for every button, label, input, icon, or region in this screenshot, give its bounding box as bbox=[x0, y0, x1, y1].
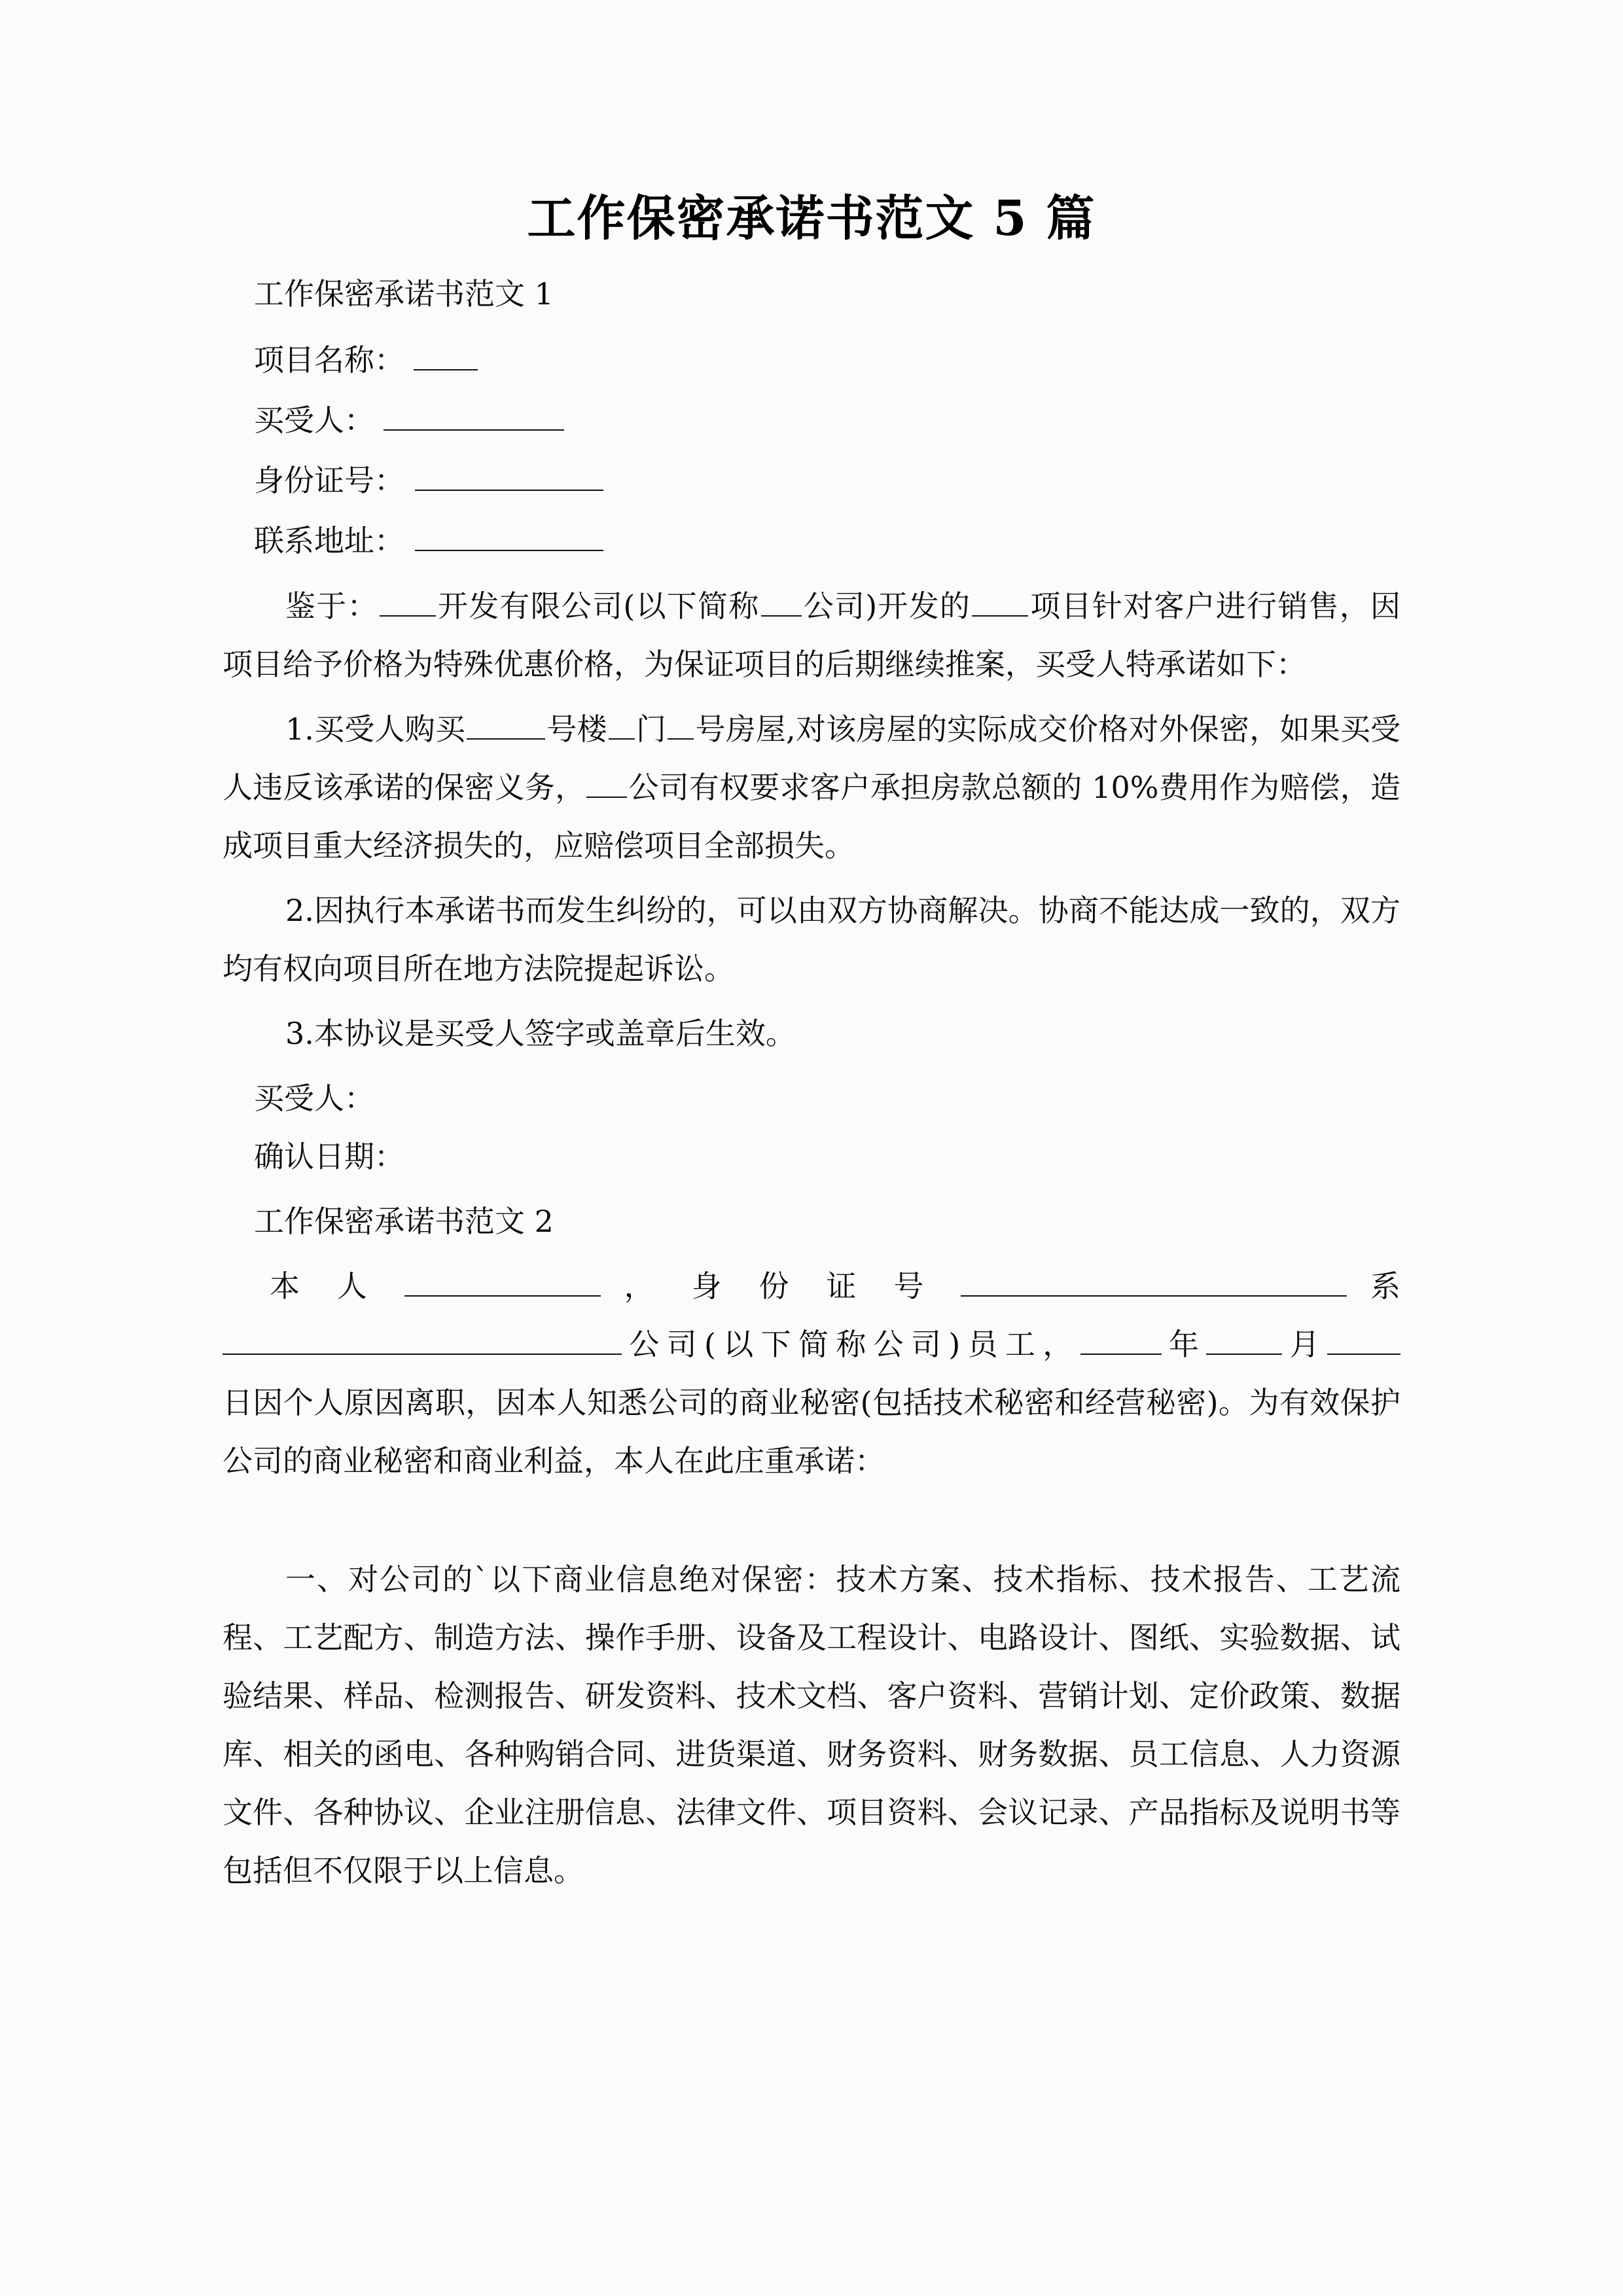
form-label-buyer: 买受人： bbox=[254, 402, 374, 438]
section-heading-2: 工作保密承诺书范文 2 bbox=[254, 1203, 554, 1239]
preamble-blank-company[interactable] bbox=[380, 586, 436, 617]
form-blank-id-number[interactable] bbox=[415, 461, 603, 491]
section-heading-1: 工作保密承诺书范文 1 bbox=[254, 276, 554, 312]
clause-1-text-3: 门 bbox=[635, 711, 667, 747]
preamble-blank-project[interactable] bbox=[972, 586, 1028, 617]
intro-label-month: 月 bbox=[1282, 1326, 1328, 1362]
form-blank-buyer[interactable] bbox=[383, 401, 564, 431]
form-blank-address[interactable] bbox=[415, 521, 603, 551]
preamble-lead: 鉴于： bbox=[285, 588, 378, 624]
clause-1-blank-company[interactable] bbox=[586, 768, 627, 798]
intro-blank-year[interactable] bbox=[1080, 1325, 1162, 1355]
preamble-text-2: 开发有限公司(以下简称 bbox=[437, 588, 760, 624]
intro-text-xi: 系 bbox=[1370, 1268, 1401, 1304]
clause-3-number: 3. bbox=[285, 1015, 314, 1051]
clause-1-text-1: 买受人购买 bbox=[313, 711, 466, 747]
clause-1-number: 1. bbox=[285, 711, 314, 747]
form-label-id-number: 身份证号： bbox=[254, 462, 404, 498]
intro-line-2 bbox=[223, 1316, 1400, 1374]
page-title: 工作保密承诺书范文 5 篇 bbox=[527, 190, 1096, 247]
clause-1-text-2: 号楼 bbox=[546, 711, 607, 747]
clause-1 bbox=[223, 700, 1400, 875]
clause-1-blank-building[interactable] bbox=[467, 709, 545, 740]
clause-2 bbox=[223, 882, 1400, 998]
clause-2-text: 因执行本承诺书而发生纠纷的，可以由双方协商解决。协商不能达成一致的，双方均有权向项目所在地方法院提起诉讼。 bbox=[223, 892, 1400, 986]
intro-blank-id[interactable] bbox=[961, 1266, 1347, 1297]
preamble-blank-abbrev[interactable] bbox=[761, 586, 802, 617]
preamble-text-4: 项目针对客户进行销售，因项目给予价格为特殊优惠价格，为保证项目的后期继续推案，买受人特承诺如下： bbox=[223, 588, 1401, 682]
form-row-address bbox=[223, 511, 1400, 571]
preamble-text-3: 公司)开发的 bbox=[802, 588, 971, 624]
intro-label-self: 本 人 bbox=[270, 1268, 382, 1304]
clause-1-blank-room[interactable] bbox=[668, 709, 694, 740]
clause-2-number: 2. bbox=[285, 892, 314, 928]
intro-blank-month[interactable] bbox=[1206, 1325, 1282, 1355]
preamble-paragraph bbox=[223, 577, 1400, 694]
item-1 bbox=[223, 1551, 1400, 1900]
signature-line-buyer: 买受人： bbox=[254, 1080, 374, 1116]
intro-line-1 bbox=[223, 1257, 1400, 1316]
clause-1-text-5: 公司有权要求客户承担房款总额的 10%费用作为赔偿，造成项目重大经济损失的，应赔偿项目全部损失。 bbox=[223, 769, 1400, 863]
form-row-buyer bbox=[223, 390, 1400, 450]
intro-label-year: 年 bbox=[1161, 1326, 1207, 1362]
clause-3 bbox=[223, 1005, 1400, 1063]
intro-text-employee: 公司(以下简称公司)员工， bbox=[622, 1326, 1080, 1362]
intro-comma: ， bbox=[624, 1268, 668, 1304]
clause-1-blank-unit[interactable] bbox=[609, 709, 635, 740]
item-1-number: 一、 bbox=[285, 1561, 349, 1597]
page-content bbox=[223, 0, 1400, 1900]
clause-3-text: 本协议是买受人签字或盖章后生效。 bbox=[313, 1015, 796, 1051]
form-label-project-name: 项目名称： bbox=[254, 342, 404, 378]
intro-blank-name[interactable] bbox=[404, 1266, 601, 1297]
form-blank-project-name[interactable] bbox=[414, 340, 478, 370]
intro-blank-company[interactable] bbox=[223, 1325, 622, 1355]
clause-1-text-4: 号房屋,对该房屋的实际成交价格对外保密，如果买受人违反该承诺的保密义务， bbox=[223, 711, 1401, 805]
form-row-project-name bbox=[223, 330, 1400, 390]
intro-label-id: 身 份 证 号 bbox=[691, 1268, 938, 1304]
item-1-text: 对公司的`以下商业信息绝对保密：技术方案、技术指标、技术报告、工艺流程、工艺配方、制造方法、操作手册、设备及工程设计、电路设计、图纸、实验数据、试验结果、样品、检测报告、研发资料、技术文档、客户资料、营销计划、定价政策、数据库、相关的函电、各种购销合同、进货渠道、财务资料、财务数据、员工信息、人力资源文件、各种协议、企业注册信息、法律文件、项目资料、会议记录、产品指标及说明书等包括但不仅限于以上信息。 bbox=[223, 1561, 1401, 1888]
intro-blank-day[interactable] bbox=[1327, 1325, 1400, 1355]
signature-line-date: 确认日期： bbox=[254, 1138, 404, 1174]
form-label-address: 联系地址： bbox=[254, 522, 404, 558]
intro-line-3: 日因个人原因离职，因本人知悉公司的商业秘密(包括技术秘密和经营秘密)。为有效保护公司的商业秘密和商业利益，本人在此庄重承诺： bbox=[223, 1384, 1400, 1479]
form-row-id-number bbox=[223, 450, 1400, 511]
